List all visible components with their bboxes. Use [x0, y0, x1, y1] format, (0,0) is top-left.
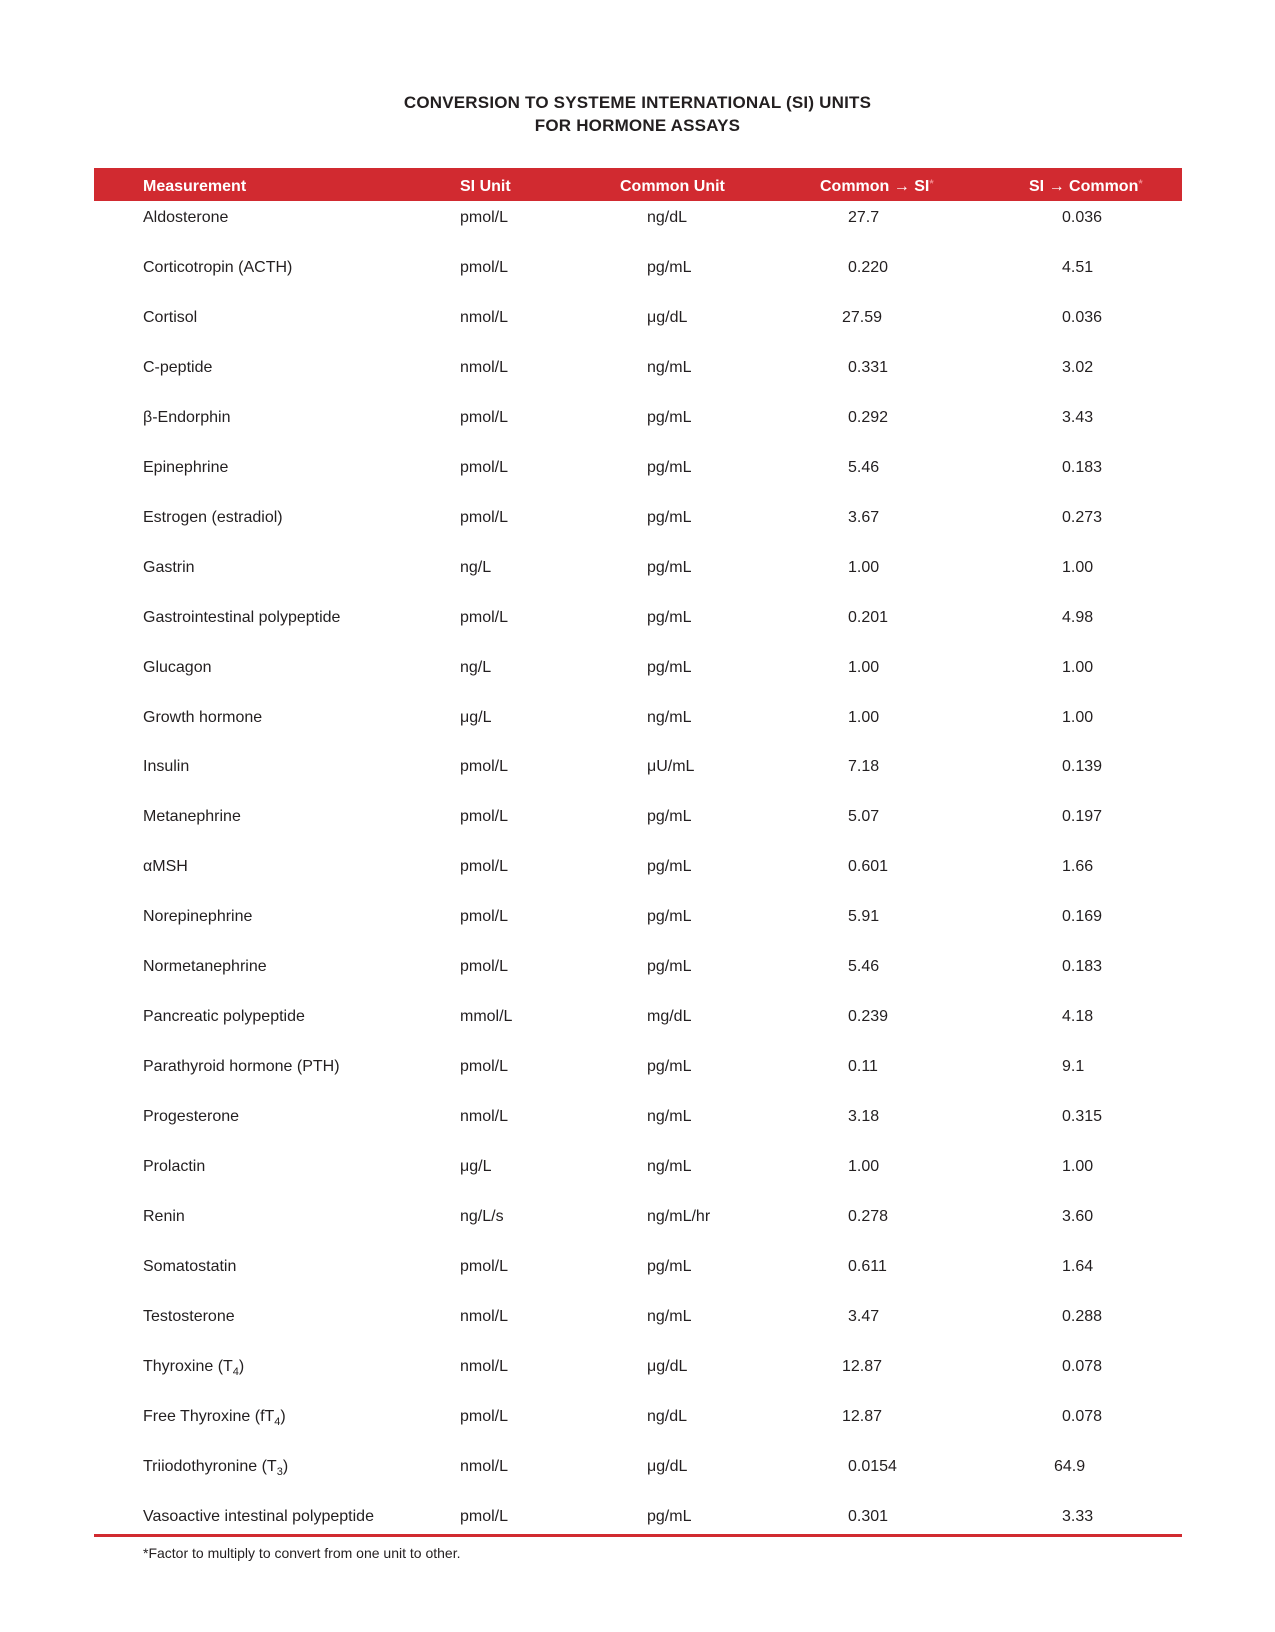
- measurement-name-text: Somatostatin: [143, 1257, 237, 1275]
- table-bottom-rule: [94, 1534, 1182, 1537]
- common-unit-cell: pg/mL: [647, 1058, 692, 1076]
- measurement-name: [143, 757, 189, 777]
- table-row: [0, 957, 1275, 1007]
- table-row: [0, 1407, 1275, 1457]
- si-unit-cell: pmol/L: [460, 258, 509, 276]
- si-to-common-factor: 0.288: [1062, 1307, 1103, 1325]
- measurement-name-text: Parathyroid hormone (PTH): [143, 1058, 340, 1076]
- table-row: [0, 757, 1275, 807]
- table-row: [0, 1357, 1275, 1407]
- common-to-si-factor: 0.11: [848, 1058, 878, 1076]
- measurement-name-text: Metanephrine: [143, 808, 241, 826]
- measurement-name: [143, 1007, 305, 1027]
- si-unit-cell: pmol/L: [460, 958, 509, 976]
- common-to-si-factor: 7.18: [848, 758, 880, 776]
- measurement-name: [143, 708, 262, 728]
- si-to-common-factor: 0.273: [1062, 508, 1103, 526]
- header-si-unit: SI Unit: [460, 178, 511, 195]
- measurement-name: [143, 608, 340, 628]
- measurement-name: [143, 208, 228, 228]
- table-header: [94, 168, 1182, 201]
- si-to-common-factor: 1.00: [1062, 558, 1094, 576]
- header-common-unit: Common Unit: [620, 178, 725, 195]
- si-unit-cell: mmol/L: [460, 1008, 513, 1026]
- measurement-name: [143, 658, 212, 678]
- common-to-si-factor: 5.91: [848, 908, 880, 926]
- measurement-name: [143, 358, 212, 378]
- header-measurement: Measurement: [143, 178, 247, 195]
- si-unit-cell: pmol/L: [460, 1407, 509, 1425]
- measurement-name-text: Cortisol: [143, 308, 198, 326]
- table-row: [0, 258, 1275, 308]
- common-to-si-factor: 0.601: [848, 858, 889, 876]
- si-to-common-factor: 64.9: [1054, 1457, 1086, 1475]
- table-row: [0, 1257, 1275, 1307]
- common-to-si-factor: 12.87: [842, 1407, 883, 1425]
- common-unit-cell: pg/mL: [647, 858, 692, 876]
- measurement-name: [143, 1507, 374, 1527]
- common-to-si-factor: 0.0154: [848, 1457, 897, 1475]
- common-unit-cell: pg/mL: [647, 458, 692, 476]
- common-unit-cell: ng/mL: [647, 358, 692, 376]
- si-to-common-factor: 0.169: [1062, 908, 1103, 926]
- table-row: [0, 907, 1275, 957]
- common-unit-cell: pg/mL: [647, 808, 692, 826]
- common-unit-cell: pg/mL: [647, 258, 692, 276]
- si-to-common-factor: 3.43: [1062, 408, 1094, 426]
- si-unit-cell: ng/L: [460, 658, 492, 676]
- measurement-name: [143, 1257, 236, 1277]
- si-to-common-factor: 0.078: [1062, 1407, 1103, 1425]
- header-si-to-common-label: SI → Common: [1029, 178, 1139, 195]
- common-unit-cell: pg/mL: [647, 608, 692, 626]
- si-unit-cell: μg/L: [460, 708, 492, 726]
- si-to-common-factor: 3.60: [1062, 1208, 1094, 1225]
- si-unit-cell: ng/L: [460, 558, 492, 576]
- si-to-common-factor: 1.66: [1062, 858, 1094, 876]
- common-to-si-factor: 5.46: [848, 958, 880, 976]
- common-unit-cell: ng/mL/hr: [647, 1208, 711, 1225]
- measurement-name-text: Triiodothyronine (T: [143, 1457, 277, 1475]
- measurement-name: [143, 1457, 288, 1482]
- page-title: CONVERSION TO SYSTEME INTERNATIONAL (SI) UNITS: [403, 93, 872, 112]
- measurement-name-suffix: ): [280, 1407, 286, 1425]
- si-unit-cell: nmol/L: [460, 358, 509, 376]
- table-row: [0, 308, 1275, 358]
- table-row: [0, 1157, 1275, 1207]
- table-row: [0, 1207, 1275, 1257]
- common-unit-cell: μg/dL: [647, 1457, 688, 1475]
- si-unit-cell: μg/L: [460, 1158, 492, 1176]
- common-unit-cell: pg/mL: [647, 658, 692, 676]
- si-unit-cell: pmol/L: [460, 1507, 509, 1525]
- measurement-name: [143, 807, 241, 827]
- common-to-si-factor: 3.47: [848, 1307, 880, 1325]
- common-to-si-factor: 12.87: [842, 1357, 883, 1375]
- measurement-name: [143, 258, 292, 278]
- measurement-name-text: Gastrointestinal polypeptide: [143, 608, 341, 626]
- header-common-to-si: [820, 178, 934, 196]
- common-to-si-factor: 0.220: [848, 258, 889, 276]
- common-unit-cell: μg/dL: [647, 308, 688, 326]
- measurement-name: [143, 1107, 239, 1127]
- common-to-si-factor: 0.278: [848, 1208, 889, 1225]
- common-to-si-factor: 0.611: [848, 1257, 887, 1275]
- si-unit-cell: pmol/L: [460, 1257, 509, 1275]
- common-to-si-factor: 3.67: [848, 508, 880, 526]
- measurement-name: [143, 308, 197, 328]
- header-asterisk: *: [929, 178, 934, 190]
- si-unit-cell: pmol/L: [460, 908, 509, 926]
- common-to-si-factor: 0.301: [848, 1507, 889, 1525]
- si-to-common-factor: 3.33: [1062, 1507, 1094, 1525]
- measurement-name-suffix: ): [282, 1457, 289, 1475]
- table-row: [0, 708, 1275, 758]
- si-unit-cell: pmol/L: [460, 608, 509, 626]
- si-to-common-factor: 4.98: [1062, 608, 1094, 626]
- common-to-si-factor: 1.00: [848, 558, 880, 576]
- table-row: [0, 208, 1275, 258]
- table-row: [0, 558, 1275, 608]
- measurement-name: [143, 907, 252, 927]
- si-unit-cell: nmol/L: [460, 308, 509, 326]
- common-to-si-factor: 0.239: [848, 1008, 889, 1026]
- si-unit-cell: pmol/L: [460, 808, 509, 826]
- measurement-name-text: Progesterone: [143, 1108, 240, 1126]
- measurement-name-text: Vasoactive intestinal polypeptide: [143, 1507, 374, 1525]
- common-to-si-factor: 0.292: [848, 408, 889, 426]
- measurement-name: [143, 1307, 235, 1327]
- measurement-name: [143, 1407, 286, 1432]
- header-si-to-common: [1029, 178, 1143, 196]
- measurement-name: [143, 957, 267, 977]
- measurement-name: [143, 408, 230, 428]
- common-to-si-factor: 0.331: [848, 358, 889, 376]
- si-to-common-factor: 1.64: [1062, 1257, 1094, 1275]
- si-unit-cell: nmol/L: [460, 1457, 509, 1475]
- common-to-si-factor: 1.00: [848, 658, 880, 676]
- table-row: [0, 807, 1275, 857]
- measurement-name-subscript: 4: [274, 1415, 281, 1428]
- measurement-name-subscript: 4: [232, 1366, 239, 1379]
- si-unit-cell: pmol/L: [460, 1058, 509, 1076]
- si-unit-cell: pmol/L: [460, 458, 509, 476]
- common-unit-cell: ng/mL: [647, 1108, 692, 1126]
- measurement-name-text: Pancreatic polypeptide: [143, 1008, 305, 1026]
- table-row: [0, 458, 1275, 508]
- common-to-si-factor: 27.59: [842, 308, 883, 326]
- si-to-common-factor: 0.139: [1062, 758, 1103, 776]
- si-to-common-factor: 1.00: [1062, 1158, 1094, 1176]
- si-to-common-factor: 0.197: [1062, 808, 1103, 826]
- table-row: [0, 857, 1275, 907]
- si-to-common-factor: 1.00: [1062, 708, 1094, 726]
- table-row: [0, 1007, 1275, 1057]
- common-to-si-factor: 1.00: [848, 708, 880, 726]
- measurement-name-text: Corticotropin (ACTH): [143, 258, 293, 276]
- header-common-to-si-label: Common → SI: [820, 178, 930, 195]
- measurement-name-text: αMSH: [143, 858, 188, 876]
- common-unit-cell: pg/mL: [647, 908, 692, 926]
- si-to-common-factor: 1.00: [1062, 658, 1094, 676]
- measurement-name-text: Glucagon: [143, 658, 212, 676]
- measurement-name-text: Testosterone: [143, 1307, 235, 1325]
- si-unit-cell: pmol/L: [460, 858, 509, 876]
- common-unit-cell: pg/mL: [647, 958, 692, 976]
- footnote: *Factor to multiply to convert from one unit to other.: [143, 1545, 461, 1561]
- common-unit-cell: pg/mL: [647, 1507, 692, 1525]
- si-to-common-factor: 0.183: [1062, 958, 1103, 976]
- si-unit-cell: pmol/L: [460, 758, 509, 776]
- measurement-name: [143, 458, 228, 478]
- si-to-common-factor: 0.078: [1062, 1357, 1103, 1375]
- measurement-name-text: C-peptide: [143, 358, 213, 376]
- common-unit-cell: pg/mL: [647, 558, 692, 576]
- measurement-name-text: Normetanephrine: [143, 958, 267, 976]
- measurement-name: [143, 558, 195, 578]
- common-unit-cell: ng/mL: [647, 708, 692, 726]
- measurement-name-text: Gastrin: [143, 558, 195, 576]
- table-row: [0, 1307, 1275, 1357]
- si-unit-cell: ng/L/s: [460, 1208, 504, 1225]
- header-asterisk: *: [1138, 178, 1143, 190]
- measurement-name-text: Insulin: [143, 758, 190, 776]
- measurement-name-text: Free Thyroxine (fT: [143, 1407, 275, 1425]
- si-unit-cell: nmol/L: [460, 1307, 509, 1325]
- table-row: [0, 608, 1275, 658]
- measurement-name: [143, 1157, 205, 1177]
- common-unit-cell: pg/mL: [647, 408, 692, 426]
- common-unit-cell: ng/dL: [647, 209, 688, 226]
- measurement-name-text: Growth hormone: [143, 708, 263, 726]
- measurement-name-text: Prolactin: [143, 1158, 206, 1176]
- measurement-name: [143, 508, 283, 528]
- si-unit-cell: nmol/L: [460, 1108, 509, 1126]
- table-row: [0, 508, 1275, 558]
- common-unit-cell: μg/dL: [647, 1357, 688, 1375]
- si-unit-cell: pmol/L: [460, 209, 509, 226]
- measurement-name-text: Norepinephrine: [143, 908, 253, 926]
- si-to-common-factor: 0.036: [1062, 308, 1103, 326]
- table-row: [0, 408, 1275, 458]
- table-row: [0, 1457, 1275, 1507]
- measurement-name-text: Thyroxine (T: [143, 1357, 233, 1375]
- common-to-si-factor: 1.00: [848, 1158, 880, 1176]
- measurement-name-text: Renin: [143, 1208, 185, 1225]
- si-to-common-factor: 0.315: [1062, 1108, 1103, 1126]
- common-unit-cell: μU/mL: [647, 758, 695, 776]
- si-to-common-factor: 4.18: [1062, 1008, 1094, 1026]
- table-row: [0, 358, 1275, 408]
- common-to-si-factor: 5.07: [848, 808, 880, 826]
- si-to-common-factor: 3.02: [1062, 358, 1094, 376]
- measurement-name-suffix: ): [238, 1357, 245, 1375]
- common-unit-cell: ng/mL: [647, 1158, 692, 1176]
- common-to-si-factor: 5.46: [848, 458, 880, 476]
- measurement-name: [143, 1357, 244, 1382]
- common-unit-cell: ng/dL: [647, 1407, 688, 1425]
- common-unit-cell: ng/mL: [647, 1307, 692, 1325]
- measurement-name-text: Epinephrine: [143, 458, 229, 476]
- table-row: [0, 1057, 1275, 1107]
- si-to-common-factor: 0.183: [1062, 458, 1103, 476]
- common-to-si-factor: 3.18: [848, 1108, 880, 1126]
- si-unit-cell: pmol/L: [460, 408, 509, 426]
- measurement-name: [143, 857, 188, 877]
- si-to-common-factor: 9.1: [1062, 1058, 1085, 1076]
- common-to-si-factor: 27.7: [848, 209, 880, 226]
- measurement-name-text: Aldosterone: [143, 209, 229, 226]
- common-unit-cell: pg/mL: [647, 1257, 692, 1275]
- common-to-si-factor: 0.201: [848, 608, 889, 626]
- measurement-name-text: β-Endorphin: [143, 408, 231, 426]
- si-unit-cell: pmol/L: [460, 508, 509, 526]
- table-row: [0, 658, 1275, 708]
- page-subtitle: FOR HORMONE ASSAYS: [534, 116, 741, 135]
- measurement-name-subscript: 3: [276, 1465, 283, 1478]
- si-unit-cell: nmol/L: [460, 1357, 509, 1375]
- si-to-common-factor: 0.036: [1062, 209, 1103, 226]
- common-unit-cell: mg/dL: [647, 1008, 692, 1026]
- si-to-common-factor: 4.51: [1062, 258, 1094, 276]
- measurement-name-text: Estrogen (estradiol): [143, 508, 283, 526]
- measurement-name: [143, 1057, 340, 1077]
- common-unit-cell: pg/mL: [647, 508, 692, 526]
- table-row: [0, 1107, 1275, 1157]
- measurement-name: [143, 1207, 185, 1227]
